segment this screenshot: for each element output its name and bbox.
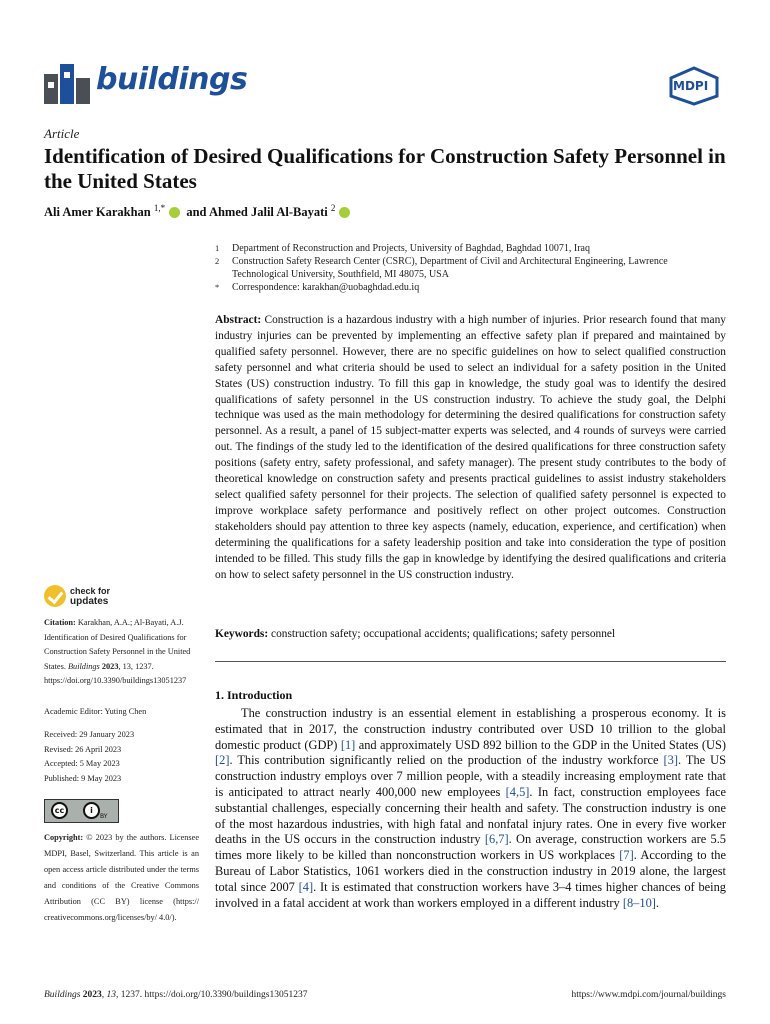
citation-ref-link[interactable]: [8–10]	[622, 895, 656, 910]
keywords-label: Keywords:	[215, 628, 269, 640]
citation-doi[interactable]: , 13, 1237. https://doi.org/10.3390/buildings13051237	[44, 661, 187, 685]
citation-journal: Buildings	[67, 661, 100, 671]
abstract-label: Abstract:	[215, 314, 262, 326]
citation-ref-link[interactable]: [4]	[298, 879, 314, 894]
academic-editor: Academic Editor: Yuting Chen	[44, 707, 147, 716]
abstract-text: Construction is a hazardous industry with a high number of injuries. Prior research found that many industry injuries can be prevented by implementing an effective safety plan if prepared and maintained by qualified safety personnel. However, there are no specific guidelines on how to select qualified construction safety personnel and what criteria should be used to select an individual for a safety position in the United States (US) construction industry. To fill this gap in knowledge, the study goal was to identify the desired qualifications of safety personnel in the US construction industry. To achieve the study goal, the Delphi technique was used as the main methodology for determining the desired qualifications for construction safety personnel. As a result, a panel of 15 subject-matter experts was selected, and 4 rounds of surveys were carried out. The findings of the study led to the identification of the desired qualifications for three construction safety positions (safety entry, safety professional, and safety manager). The present study contributes to the body of theoretical knowledge on construction safety and presents practical guidelines to assist industry stakeholders select qualified safety personnel for their projects. The selection of qualified safety personnel is expected to improve workplace safety performance and positively reflect on other project outcomes. Construction stakeholders should pay attention to three key aspects (namely, education, experience, and certification) when determining the qualifications for a safety leadership position and take into consideration the type of position intended to be filled. This study fills the gap in knowledge by identifying the desired qualifications and criteria on how to select safety personnel in the US construction industry.	[215, 314, 726, 581]
author-affiliation-mark: 1,*	[153, 203, 166, 213]
cc-icon: cc	[51, 802, 68, 819]
copyright-text: © 2023 by the authors. Licensee MDPI, Basel, Switzerland. This article is an open access article distributed under the terms and conditions of the Creative Commons Attribution (CC BY) license (https:// creativecommons.org/licenses/by/ 4.0/).	[44, 833, 200, 922]
citation-ref-link[interactable]: [6,7]	[484, 832, 509, 847]
author-name[interactable]: Ali Amer Karakhan	[44, 205, 151, 220]
affiliation-item	[215, 255, 725, 281]
section-heading: 1. Introduction	[215, 688, 293, 702]
citation-year: 2023	[101, 661, 119, 671]
footer-year: 2023	[82, 990, 102, 1000]
buildings-logo-icon	[44, 60, 92, 104]
affiliations	[215, 242, 725, 294]
citation-ref-link[interactable]: [7]	[619, 848, 634, 863]
orcid-icon[interactable]	[169, 207, 180, 218]
footer-citation: Buildings 2023, 13, 1237. https://doi.org/10.3390/buildings13051237	[44, 990, 308, 1000]
copyright-block	[44, 830, 199, 925]
published-date: Published: 9 May 2023	[44, 773, 122, 783]
cc-by-label: BY	[100, 813, 108, 820]
citation-ref-link[interactable]: [3]	[663, 753, 678, 768]
keywords	[215, 627, 726, 642]
footer-journal: Buildings	[44, 990, 81, 1000]
cc-by-license-badge[interactable]	[44, 799, 119, 823]
citation-text: Karakhan, A.A.; Al-Bayati, A.J. Identification of Desired Qualifications for Construction Safety Personnel in the United States.	[44, 618, 191, 671]
affiliation-marker: 1	[215, 243, 220, 253]
affiliation-item	[215, 242, 725, 255]
publication-dates	[44, 728, 204, 786]
citation-block	[44, 616, 199, 689]
author-connector: and	[186, 205, 207, 220]
orcid-icon[interactable]	[339, 207, 350, 218]
attribution-icon: i	[83, 802, 100, 819]
author-affiliation-mark: 2	[330, 203, 336, 213]
affiliation-item	[215, 281, 725, 294]
footer-journal-url[interactable]: https://www.mdpi.com/journal/buildings	[571, 990, 726, 1000]
author-list	[44, 203, 353, 220]
section-divider	[215, 661, 726, 662]
mdpi-logo[interactable]	[667, 66, 721, 106]
keywords-text: construction safety; occupational accidents; qualifications; safety personnel	[271, 628, 616, 640]
citation-label: Citation:	[44, 618, 76, 627]
mdpi-logo-text: MDPI	[673, 79, 709, 93]
introduction-paragraph: The construction industry is an essential element in establishing a prosperous economy. It is estimated that in 2017, the construction industry contributed over USD 10 trillion to the global domestic product (GDP) [1] and approximately USD 892 billion to the GDP in the United States (US) [2]. This contribution significantly relied on the production of the industry workforce [3]. The US construction industry employs over 7 million people, with a steadily increasing employment rate that is anticipated to attract nearly 400,000 new employees [4,5]. In fact, construction employees face substantial challenges, especially concerning their health and safety. The construction industry is one of the most hazardous industries, with high fatal and nonfatal injury rates. One in every five worker deaths in the US occurs in the construction industry [6,7]. On average, construction workers are 5.5 times more likely to be killed than nonconstruction workers in US workplaces [7]. According to the Bureau of Labor Statistics, 1061 workers died in the construction industry in 2019 alone, the largest total since 2007 [4]. It is estimated that construction workers have 3–4 times higher chances of being involved in a fatal accident at work than workers employed in a different industry [8–10].	[215, 706, 727, 910]
check-updates-icon	[44, 585, 66, 607]
journal-name[interactable]: buildings	[96, 62, 248, 97]
citation-ref-link[interactable]: [1]	[340, 737, 356, 752]
check-updates-label: check for updates	[70, 586, 111, 607]
check-for-updates-button[interactable]	[44, 585, 124, 609]
affiliation-text: Department of Reconstruction and Projects, University of Baghdad, Baghdad 10071, Iraq	[232, 243, 590, 254]
received-date: Received: 29 January 2023	[44, 730, 135, 739]
article-type: Article	[44, 126, 80, 141]
footer-doi[interactable]: , 1237. https://doi.org/10.3390/buildings13051237	[116, 990, 308, 1000]
citation-ref-link[interactable]: [4,5]	[505, 784, 530, 799]
citation-ref-link[interactable]: [2]	[215, 753, 230, 768]
copyright-label: Copyright:	[44, 833, 84, 842]
affiliation-marker: *	[215, 282, 220, 292]
paper-title: Identification of Desired Qualifications for Construction Safety Personnel in the United States	[44, 144, 726, 193]
revised-date: Revised: 26 April 2023	[44, 744, 122, 754]
correspondence-text[interactable]: Correspondence: karakhan@uobaghdad.edu.iq	[232, 282, 420, 293]
affiliation-text: Construction Safety Research Center (CSRC), Department of Civil and Architectural Engineering, Lawrence Technological University, Southfield, MI 48075, USA	[232, 256, 668, 280]
footer-volume: 13	[106, 990, 117, 1000]
affiliation-marker: 2	[215, 256, 220, 266]
author-name[interactable]: Ahmed Jalil Al-Bayati	[208, 205, 328, 220]
abstract	[215, 313, 726, 583]
accepted-date: Accepted: 5 May 2023	[44, 759, 120, 768]
